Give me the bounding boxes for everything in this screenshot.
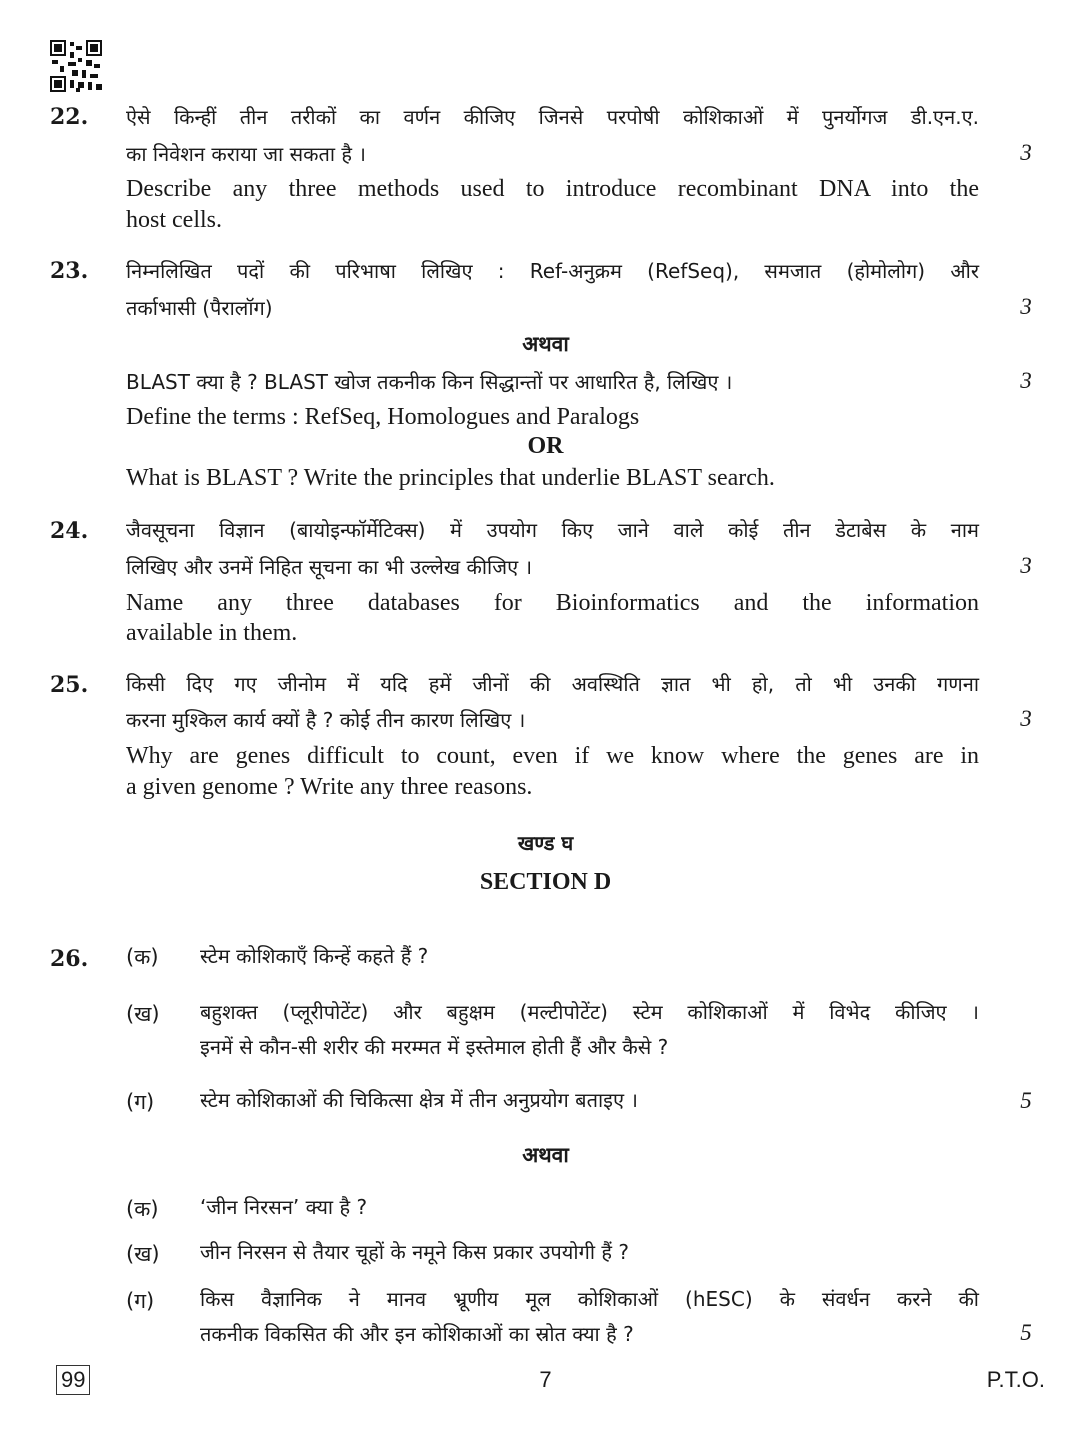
sub-question-text: इनमें से कौन-सी शरीर की मरम्मत में इस्तेमाल होती हैं और कैसे ? <box>200 1035 669 1059</box>
question-english-line: a given genome ? Write any three reasons. <box>126 774 533 800</box>
question-number: 23. <box>50 258 89 284</box>
section-title-english: SECTION D <box>479 869 612 895</box>
sub-question-label: (क) <box>126 1197 159 1221</box>
sub-question-label: (ख) <box>126 1242 160 1266</box>
question-hindi-line: निम्नलिखित पदों की परिभाषा लिखिए : Ref-अनुक्रम (RefSeq), समजात (होमोलोग) और <box>126 259 979 283</box>
or-label-english: OR <box>527 433 564 459</box>
sub-question-label: (क) <box>126 945 159 969</box>
question-hindi-line: का निवेशन कराया जा सकता है । <box>126 142 366 166</box>
sub-question-label: (ख) <box>126 1002 160 1026</box>
marks: 3 <box>1020 368 1032 393</box>
sub-question-label: (ग) <box>126 1289 155 1313</box>
question-hindi-line: ऐसे किन्हीं तीन तरीकों का वर्णन कीजिए जिनसे परपोषी कोशिकाओं में पुनर्योगज डी.एन.ए. <box>126 105 979 129</box>
question-hindi-line: किसी दिए गए जीनोम में यदि हमें जीनों की अवस्थिति ज्ञात भी हो, तो भी उनकी गणना <box>126 672 979 696</box>
paper-code: 99 <box>56 1365 90 1395</box>
question-hindi-line: तर्काभासी (पैरालॉग) <box>126 296 273 320</box>
question-hindi-line: जैवसूचना विज्ञान (बायोइन्फॉर्मेटिक्स) में उपयोग किए जाने वाले कोई तीन डेटाबेस के नाम <box>126 518 979 542</box>
section-title-hindi: खण्ड घ <box>517 831 574 855</box>
question-hindi-line: BLAST क्या है ? BLAST खोज तकनीक किन सिद्धान्तों पर आधारित है, लिखिए । <box>126 370 733 394</box>
marks: 3 <box>1020 294 1032 319</box>
question-english-line: Define the terms : RefSeq, Homologues and Paralogs <box>126 404 640 430</box>
question-hindi-line: करना मुश्किल कार्य क्यों है ? कोई तीन कारण लिखिए । <box>126 708 526 732</box>
pto-label: P.T.O. <box>986 1367 1045 1392</box>
sub-question-text: स्टेम कोशिकाओं की चिकित्सा क्षेत्र में तीन अनुप्रयोग बताइए । <box>200 1088 638 1112</box>
sub-question-text: स्टेम कोशिकाएँ किन्हें कहते हैं ? <box>200 944 429 968</box>
question-english-line: Describe any three methods used to introduce recombinant DNA into the <box>126 176 979 202</box>
question-english-line: Why are genes difficult to count, even if we know where the genes are in <box>126 743 979 769</box>
question-english-line: host cells. <box>126 207 222 233</box>
question-english-line: available in them. <box>126 620 298 646</box>
qr-code-icon <box>50 40 102 92</box>
question-number: 24. <box>50 518 89 544</box>
sub-question-text: ‘जीन निरसन’ क्या है ? <box>200 1195 368 1219</box>
marks: 3 <box>1020 553 1032 578</box>
question-hindi-line: लिखिए और उनमें निहित सूचना का भी उल्लेख कीजिए । <box>126 555 533 579</box>
sub-question-text: तकनीक विकसित की और इन कोशिकाओं का स्रोत क्या है ? <box>200 1322 634 1346</box>
marks: 3 <box>1020 140 1032 165</box>
marks: 5 <box>1020 1320 1032 1345</box>
question-english-line: What is BLAST ? Write the principles that underlie BLAST search. <box>126 465 775 491</box>
question-number: 22. <box>50 104 89 130</box>
question-number: 26. <box>50 946 89 972</box>
or-label-hindi: अथवा <box>522 1143 569 1167</box>
question-english-line: Name any three databases for Bioinformatics and the information <box>126 590 979 616</box>
sub-question-text: बहुशक्त (प्लूरीपोटेंट) और बहुक्षम (मल्टीपोटेंट) स्टेम कोशिकाओं में विभेद कीजिए । <box>200 1000 979 1024</box>
sub-question-text: किस वैज्ञानिक ने मानव भ्रूणीय मूल कोशिकाओं (hESC) के संवर्धन करने की <box>200 1287 979 1311</box>
marks: 3 <box>1020 706 1032 731</box>
page-number: 7 <box>539 1367 552 1392</box>
question-number: 25. <box>50 672 89 698</box>
or-label-hindi: अथवा <box>522 332 569 356</box>
sub-question-text: जीन निरसन से तैयार चूहों के नमूने किस प्रकार उपयोगी हैं ? <box>200 1240 629 1264</box>
sub-question-label: (ग) <box>126 1090 155 1114</box>
marks: 5 <box>1020 1088 1032 1113</box>
